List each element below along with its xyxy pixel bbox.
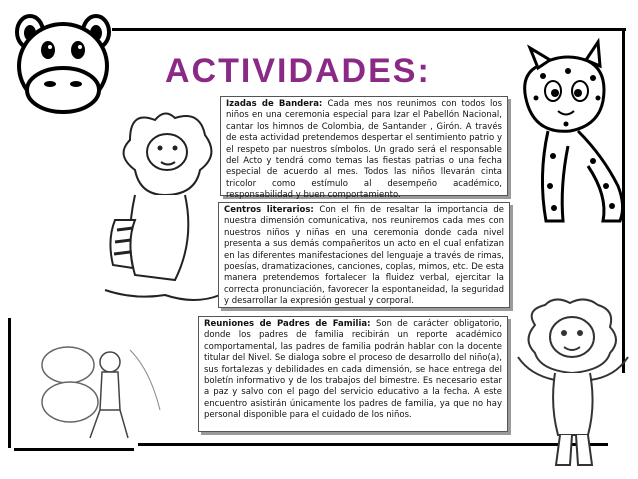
section-izadas-de-bandera <box>220 96 508 201</box>
section-reuniones-padres <box>198 316 508 432</box>
section-centros-literarios <box>218 202 510 308</box>
section-body: Con el fin de resaltar la importancia de nuestra dimensión comunicativa, nos reuniremos cada mes con nuestros niños y niñas en una ceremonia donde cada nivel presenta a sus demás compañeritos un acto en el cual enfatizan en las diferentes manifestaciones del lenguaje a través de rimas, poesías, dramatizaciones, canciones, coplas, mimos, etc. De esta manera pretendemos fortalecer la fluidez verbal, ejercitar la correcta pronunciación, favorecer la espontaneidad, la seguridad y desarrollar la expresión gestual y corporal. <box>224 205 504 307</box>
leopard-illustration <box>508 36 633 226</box>
frame-left-line <box>8 318 11 448</box>
section-lead: Reuniones de Padres de Familia: <box>204 319 377 329</box>
page-title: ACTIVIDADES: <box>165 52 431 90</box>
frame-left-bottom-line <box>14 448 134 451</box>
section-body: Cada mes nos reunimos con todos los niños en una ceremonia especial para Izar el Pabellón Nacional, cantar los himnos de Colombia, de Santander , Girón. A través de esta actividad pretendemos despertar el sentimiento patrio y el respeto par nuestros símbolos. Un grado será el responsable del Acto y tendrá como temas las fiestas patrias o una fecha especial de acuerdo al mes. Todos las niños llevarán cinta tricolor como estímulo al desempeño académico, responsabilidad y buen comportamiento. <box>226 99 502 201</box>
section-lead: Izadas de Bandera: <box>226 99 328 109</box>
frame-top-line <box>112 28 626 31</box>
alex-lion-illustration <box>510 295 635 470</box>
lion-zebra-illustration <box>95 100 225 315</box>
section-lead: Centros literarios: <box>224 205 320 215</box>
section-body: Son de carácter obligatorio, donde los padres de familia recibirán un reporte académico comportamental, las padres de familia podrán hablar con la docente titular del Nivel. Se dialoga sobre el proceso de desarrollo del niño(a), sus fortalezas y debilidades en cada dimensión, se hace entrega del boletín informativo y de los trabajos del bimestre. Es necesario estar a paz y salvo con el pago del servicio educativo a la fecha. A este encuentro asistirán únicamente los padres de familia, ya que no hay personal disponible para el cuidado de los niños. <box>204 319 502 421</box>
fairy-illustration <box>30 330 180 442</box>
